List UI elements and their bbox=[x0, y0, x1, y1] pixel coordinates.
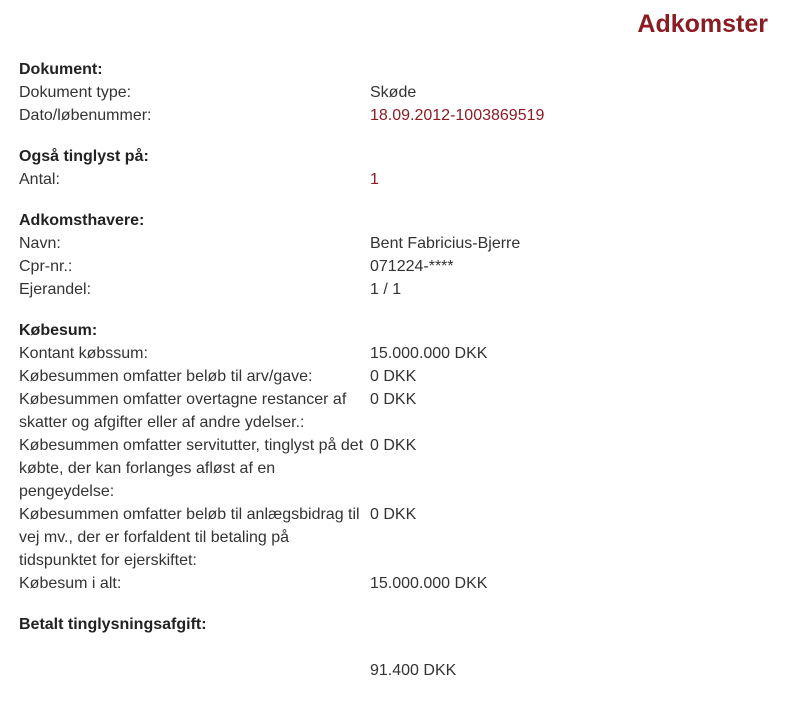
section-dokument bbox=[19, 58, 759, 127]
field-label: Antal: bbox=[19, 171, 60, 188]
field-value: 15.000.000 DKK bbox=[370, 575, 488, 592]
section-kobesum bbox=[19, 319, 759, 595]
field-value: 1 / 1 bbox=[370, 281, 402, 298]
field-value: 0 DKK bbox=[370, 391, 417, 408]
section-heading: Adkomsthavere: bbox=[19, 212, 145, 229]
field-label: Købesum i alt: bbox=[19, 575, 122, 592]
field-label: Cpr-nr.: bbox=[19, 258, 73, 275]
field-value: 0 DKK bbox=[370, 437, 417, 454]
row-servitutter bbox=[19, 434, 759, 503]
row-restancer bbox=[19, 388, 759, 434]
section-heading: Også tinglyst på: bbox=[19, 148, 149, 165]
field-label: Købesummen omfatter overtagne restancer af skatter og afgifter eller af andre ydelser.: bbox=[19, 391, 347, 431]
antal-link[interactable]: 1 bbox=[370, 171, 379, 188]
field-value: 0 DKK bbox=[370, 368, 417, 385]
field-label: Købesummen omfatter servitutter, tinglyst på det købte, der kan forlanges afløst af en pengeydelse: bbox=[19, 437, 364, 500]
field-value: 91.400 DKK bbox=[370, 662, 457, 679]
field-value: 0 DKK bbox=[370, 506, 417, 523]
row-navn bbox=[19, 232, 759, 255]
row-afgift-value bbox=[19, 659, 759, 682]
row-dokument-type bbox=[19, 81, 759, 104]
row-kobesum-i-alt bbox=[19, 572, 759, 595]
section-heading: Dokument: bbox=[19, 61, 103, 78]
field-value: Bent Fabricius-Bjerre bbox=[370, 235, 521, 252]
row-cpr bbox=[19, 255, 759, 278]
field-value: 071224-**** bbox=[370, 258, 454, 275]
field-label: Dato/løbenummer: bbox=[19, 107, 152, 124]
adkomster-details bbox=[19, 58, 759, 700]
field-label: Købesummen omfatter beløb til anlægsbidrag til vej mv., der er forfaldent til betaling på tidspunktet for ejerskiftet: bbox=[19, 506, 360, 569]
field-label: Dokument type: bbox=[19, 84, 132, 101]
row-antal bbox=[19, 168, 759, 191]
section-tinglyst bbox=[19, 145, 759, 191]
field-label: Kontant købssum: bbox=[19, 345, 148, 362]
field-value: 15.000.000 DKK bbox=[370, 345, 488, 362]
row-anlaegsbidrag bbox=[19, 503, 759, 572]
dato-lobenummer-link[interactable]: 18.09.2012-1003869519 bbox=[370, 107, 545, 124]
row-arv-gave bbox=[19, 365, 759, 388]
field-label: Ejerandel: bbox=[19, 281, 92, 298]
field-value: Skøde bbox=[370, 84, 417, 101]
section-afgift bbox=[19, 613, 759, 682]
row-kontant-kobssum bbox=[19, 342, 759, 365]
page-title: Adkomster bbox=[637, 10, 768, 38]
row-dato-lobenummer bbox=[19, 104, 759, 127]
section-heading: Betalt tinglysningsafgift: bbox=[19, 616, 207, 633]
field-label: Navn: bbox=[19, 235, 61, 252]
section-heading: Købesum: bbox=[19, 322, 98, 339]
row-ejerandel bbox=[19, 278, 759, 301]
section-adkomsthavere bbox=[19, 209, 759, 301]
field-label: Købesummen omfatter beløb til arv/gave: bbox=[19, 368, 313, 385]
